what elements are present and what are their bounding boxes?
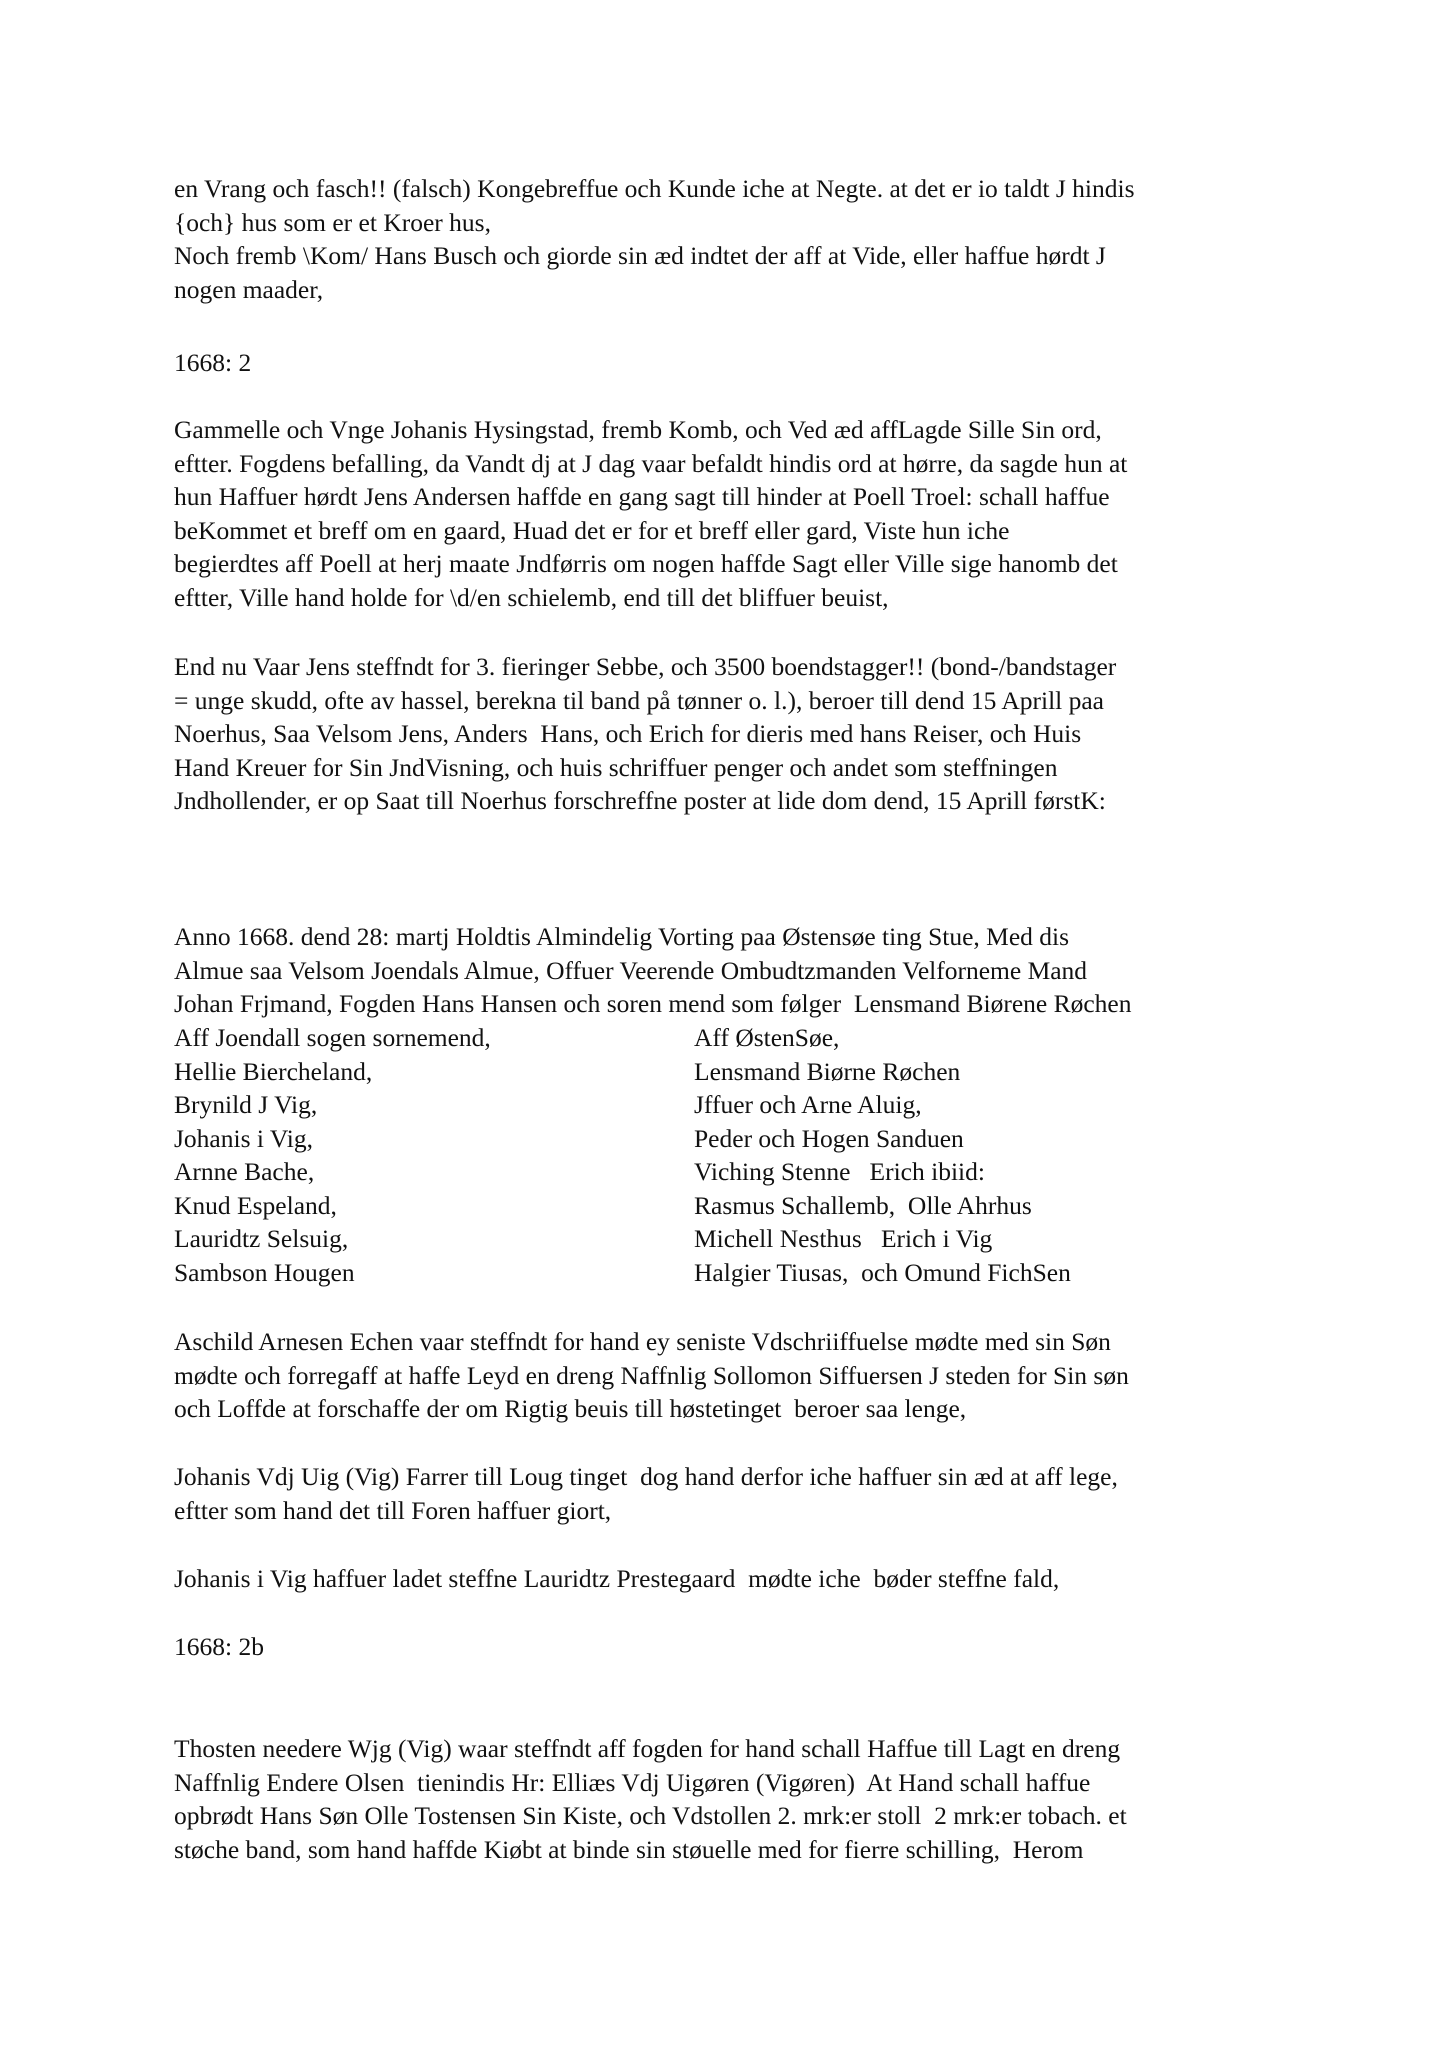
text-line: mødte och forregaff at haffe Leyd en dreng Naffnlig Sollomon Siffuersen J steden for Sin søn (174, 1360, 1129, 1390)
text-line: Gammelle och Vnge Johanis Hysingstad, fremb Komb, och Ved æd affLagde Sille Sin ord, (174, 415, 1102, 444)
text-line: = unge skudd, ofte av hassel, berekna til band på tønner o. l.), beroer till dend 15 Aprill paa (174, 685, 1105, 715)
text-line: Jndhollender, er op Saat till Noerhus forschreffne poster at lide dom dend, 15 Aprill førstK: (174, 786, 1106, 815)
text-line: och Loffde at forschaffe der om Rigtig beuis till høstetinget beroer saa lenge, (174, 1394, 967, 1423)
text-line: 1668: 2 (174, 348, 252, 377)
witness-left-cell: Brynild J Vig, (174, 1090, 318, 1119)
witness-left-cell: Lauridtz Selsuig, (174, 1224, 349, 1253)
witness-right-cell: Jffuer och Arne Aluig, (694, 1090, 922, 1119)
text-line: støche band, som hand haffde Kiøbt at binde sin støuelle med for fierre schilling, Herom (174, 1834, 1084, 1864)
text-line: 1668: 2b (174, 1632, 264, 1661)
witness-left-cell: Knud Espeland, (174, 1190, 337, 1220)
witness-left-cell: Arnne Bache, (174, 1157, 315, 1186)
text-line: nogen maader, (174, 274, 324, 304)
witness-right-cell: Michell Nesthus Erich i Vig (694, 1224, 993, 1253)
witness-right-cell: Viching Stenne Erich ibiid: (694, 1157, 985, 1186)
witness-left-cell: Aff Joendall sogen sornemend, (174, 1023, 491, 1052)
text-line: eftter, Ville hand holde for \d/en schielemb, end till det bliffuer beuist, (174, 582, 889, 612)
witness-right-cell: Rasmus Schallemb, Olle Ahrhus (694, 1190, 1032, 1220)
witness-right-cell: Lensmand Biørne Røchen (694, 1056, 961, 1086)
witness-right-cell: Aff ØstenSøe, (694, 1023, 840, 1052)
witness-right-cell: Halgier Tiusas, och Omund FichSen (694, 1257, 1071, 1287)
text-line: beKommet et breff om en gaard, Huad det er for et breff eller gard, Viste hun iche (174, 515, 1010, 545)
text-line: en Vrang och fasch!! (falsch) Kongebreffue och Kunde iche at Negte. at det er io taldt J hindis (174, 174, 1135, 203)
witness-left-cell: Hellie Biercheland, (174, 1056, 373, 1086)
text-line: Thosten needere Wjg (Vig) waar steffndt aff fogden for hand schall Haffue till Lagt en dreng (174, 1734, 1121, 1763)
text-line: Noch fremb \Kom/ Hans Busch och giorde sin æd indtet der aff at Vide, eller haffue hørdt J (174, 241, 1106, 270)
text-line: begierdtes aff Poell at herj maate Jndførris om nogen haffde Sagt eller Ville sige hanomb det (174, 549, 1118, 578)
text-line: Johan Frjmand, Fogden Hans Hansen och soren mend som følger Lensmand Biørene Røchen (174, 989, 1132, 1018)
text-line: End nu Vaar Jens steffndt for 3. fieringer Sebbe, och 3500 boendstagger!! (bond-/bandstager (174, 652, 1117, 681)
text-line: eftter. Fogdens befalling, da Vandt dj at J dag vaar befaldt hindis ord at hørre, da sagde hun at (174, 448, 1128, 478)
text-line: Aschild Arnesen Echen vaar steffndt for hand ey seniste Vdschriiffuelse mødte med sin Søn (174, 1327, 1111, 1356)
text-line: Anno 1668. dend 28: martj Holdtis Almindelig Vorting paa Østensøe ting Stue, Med dis (174, 922, 1070, 951)
text-line: Johanis i Vig haffuer ladet steffne Lauridtz Prestegaard mødte iche bøder steffne fald, (174, 1564, 1060, 1593)
text-line: opbrødt Hans Søn Olle Tostensen Sin Kiste, och Vdstollen 2. mrk:er stoll 2 mrk:er tobach. et (174, 1801, 1127, 1830)
witness-right-cell: Peder och Hogen Sanduen (694, 1123, 964, 1153)
witness-left-cell: Sambson Hougen (174, 1257, 355, 1287)
text-line: Johanis Vdj Uig (Vig) Farrer till Loug tinget dog hand derfor iche haffuer sin æd at aff lege, (174, 1462, 1118, 1491)
text-line: Naffnlig Endere Olsen tienindis Hr: Elliæs Vdj Uigøren (Vigøren) At Hand schall haffue (174, 1767, 1091, 1797)
text-line: Almue saa Velsom Joendals Almue, Offuer Veerende Ombudtzmanden Velforneme Mand (174, 955, 1088, 985)
text-line: {och} hus som er et Kroer hus, (174, 207, 491, 237)
text-line: Noerhus, Saa Velsom Jens, Anders Hans, och Erich for dieris med hans Reiser, och Huis (174, 719, 1082, 748)
witness-left-cell: Johanis i Vig, (174, 1123, 313, 1153)
text-line: hun Haffuer hørdt Jens Andersen haffde en gang sagt till hinder at Poell Troel: schall haffue (174, 482, 1110, 511)
text-line: Hand Kreuer for Sin JndVisning, och huis schriffuer penger och andet som steffningen (174, 752, 1058, 782)
text-line: eftter som hand det till Foren haffuer giort, (174, 1495, 612, 1525)
